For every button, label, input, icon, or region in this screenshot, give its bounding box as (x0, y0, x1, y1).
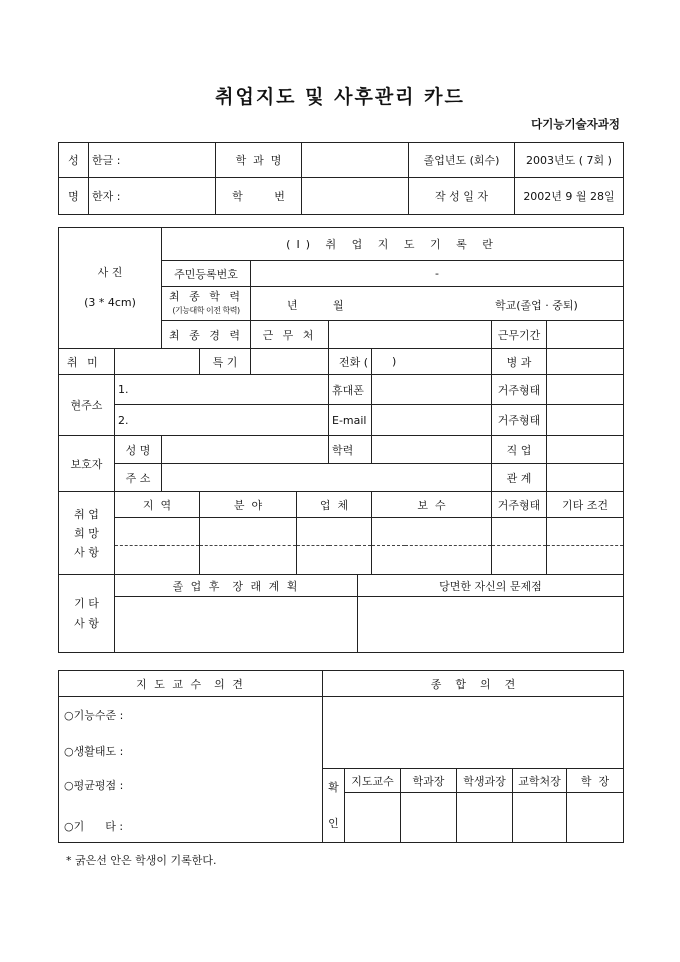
address-2-field[interactable]: 2. (115, 405, 329, 436)
confirm-label-1: 확 (328, 780, 339, 794)
confirm-label-2: 인 (328, 816, 339, 830)
other-item[interactable]: ○기 타 : (59, 811, 323, 843)
residence-type-label-1: 거주형태 (492, 375, 547, 405)
advisor-opinion-label: 지 도 교 수 의 견 (59, 671, 323, 697)
hope-salary-2[interactable] (372, 546, 492, 575)
signer-dean-label: 학 장 (567, 769, 624, 793)
edu-label-cell (162, 287, 251, 321)
signer-academic-affairs-stamp[interactable] (513, 793, 567, 843)
student-no-label: 학 번 (216, 178, 302, 215)
mobile-label: 휴대폰 (329, 375, 372, 405)
hope-field-1[interactable] (200, 518, 297, 546)
etc-label-2: 사 항 (74, 616, 99, 630)
guardian-name-field[interactable] (162, 436, 329, 464)
guardian-addr-field[interactable] (162, 464, 492, 492)
workplace-field[interactable] (329, 321, 492, 349)
skill-label: 특 기 (200, 349, 251, 375)
hobby-field[interactable] (115, 349, 200, 375)
skill-level-item[interactable]: ○기능수준 : (59, 697, 323, 733)
career-label: 최 종 경 력 (162, 321, 251, 349)
problem-label: 당면한 자신의 문제점 (358, 575, 624, 597)
name-label-bottom: 명 (59, 178, 89, 215)
problem-field[interactable] (358, 597, 624, 653)
residence-type-label-2: 거주형태 (492, 405, 547, 436)
edu-year-label: 년 (287, 299, 298, 312)
signer-student-affairs-label: 학생과장 (457, 769, 513, 793)
hope-residence-2[interactable] (492, 546, 547, 575)
hobby-label: 취 미 (59, 349, 115, 375)
edu-school-label: 학교(졸업 · 중퇴) (495, 299, 578, 312)
hope-residence-1[interactable] (492, 518, 547, 546)
hope-label-3: 사 항 (74, 545, 99, 559)
hope-header-region: 지 역 (115, 492, 200, 518)
guardian-relation-field[interactable] (547, 464, 624, 492)
hope-company-2[interactable] (297, 546, 372, 575)
gpa-item[interactable] (59, 769, 323, 811)
total-opinion-label: 종 합 의 견 (323, 671, 624, 697)
phone-label-cell (329, 349, 372, 375)
guardian-job-label: 직 업 (492, 436, 547, 464)
footnote: * 굵은선 안은 학생이 기록한다. (66, 854, 217, 867)
form-title: 취업지도 및 사후관리 카드 (215, 86, 465, 108)
phone-paren-close: ) (392, 355, 397, 368)
mobile-field[interactable] (372, 375, 492, 405)
signer-dean-stamp[interactable] (567, 793, 624, 843)
military-label: 병 과 (492, 349, 547, 375)
section-title: (Ⅰ) 취 업 지 도 기 록 란 (162, 228, 624, 261)
guidance-record-table (58, 227, 624, 653)
guardian-label: 보호자 (59, 436, 115, 492)
hope-other-2[interactable] (547, 546, 624, 575)
guardian-relation-label: 관 계 (492, 464, 547, 492)
photo-size-label: (3 * 4cm) (84, 296, 136, 309)
student-info-table (58, 142, 624, 215)
residence-type-field-2[interactable] (547, 405, 624, 436)
written-date-label: 작 성 일 자 (409, 178, 515, 215)
guardian-edu-label: 학력 (329, 436, 372, 464)
hangul-name-field[interactable]: 한글 : (89, 143, 216, 178)
edu-month-label: 월 (333, 299, 344, 312)
gpa-label: ○평균평점 : (64, 778, 124, 792)
hope-label-1: 취 업 (74, 507, 99, 521)
future-plan-field[interactable] (115, 597, 358, 653)
hope-field-2[interactable] (200, 546, 297, 575)
grad-year-value[interactable]: 2003년도 ( 7회 ) (515, 143, 624, 178)
signer-advisor-label: 지도교수 (345, 769, 401, 793)
dept-field[interactable] (302, 143, 409, 178)
photo-label: 사 진 (97, 266, 123, 279)
hope-header-field: 분 야 (200, 492, 297, 518)
hope-other-1[interactable] (547, 518, 624, 546)
address-1-field[interactable]: 1. (115, 375, 329, 405)
edu-field[interactable] (251, 287, 624, 321)
hope-label (59, 492, 115, 575)
guardian-job-field[interactable] (547, 436, 624, 464)
hope-header-company: 업 체 (297, 492, 372, 518)
total-opinion-field[interactable] (323, 697, 624, 769)
work-period-label: 근무기간 (492, 321, 547, 349)
guardian-name-label: 성 명 (115, 436, 162, 464)
attitude-item[interactable]: ○생활태도 : (59, 733, 323, 769)
course-subtitle: 다기능기술자과정 (531, 117, 620, 131)
hope-salary-1[interactable] (372, 518, 492, 546)
signer-advisor-stamp[interactable] (345, 793, 401, 843)
residence-type-field-1[interactable] (547, 375, 624, 405)
rrn-field[interactable]: - (251, 261, 624, 287)
signer-student-affairs-stamp[interactable] (457, 793, 513, 843)
hope-region-1[interactable] (115, 518, 200, 546)
hanja-name-field[interactable]: 한자 : (89, 178, 216, 215)
hope-header-salary: 보 수 (372, 492, 492, 518)
guardian-edu-field[interactable] (372, 436, 492, 464)
skill-field[interactable] (251, 349, 329, 375)
signer-dept-head-label: 학과장 (401, 769, 457, 793)
hope-header-other: 기타 조건 (547, 492, 624, 518)
military-field[interactable] (547, 349, 624, 375)
email-field[interactable] (372, 405, 492, 436)
etc-label (59, 575, 115, 653)
hope-header-residence: 거주형태 (492, 492, 547, 518)
future-plan-label: 졸 업 후 장 래 계 획 (115, 575, 358, 597)
confirm-label (323, 769, 345, 843)
opinion-table (58, 670, 624, 843)
student-no-field[interactable] (302, 178, 409, 215)
written-date-value[interactable]: 2002년 9 월 28일 (515, 178, 624, 215)
guardian-addr-label: 주 소 (115, 464, 162, 492)
address-label: 현주소 (59, 375, 115, 436)
email-label: E-mail (329, 405, 372, 436)
hope-company-1[interactable] (297, 518, 372, 546)
phone-label: 전화 (338, 355, 361, 369)
signer-academic-affairs-label: 교학처장 (513, 769, 567, 793)
dept-label: 학 과 명 (216, 143, 302, 178)
photo-box[interactable] (59, 228, 162, 349)
hope-label-2: 희 망 (74, 526, 99, 540)
rrn-label: 주민등록번호 (162, 261, 251, 287)
edu-sublabel: (기능대학 이전 학력) (172, 305, 240, 315)
etc-label-1: 기 타 (74, 596, 99, 610)
hope-region-2[interactable] (115, 546, 200, 575)
grad-year-label: 졸업년도 (회수) (409, 143, 515, 178)
name-label-top: 성 (59, 143, 89, 178)
workplace-label: 근 무 처 (251, 321, 329, 349)
phone-paren-open: ( (363, 355, 368, 369)
edu-label: 최 종 학 력 (169, 289, 243, 303)
work-period-field[interactable] (547, 321, 624, 349)
signer-dept-head-stamp[interactable] (401, 793, 457, 843)
phone-field[interactable] (372, 349, 492, 375)
